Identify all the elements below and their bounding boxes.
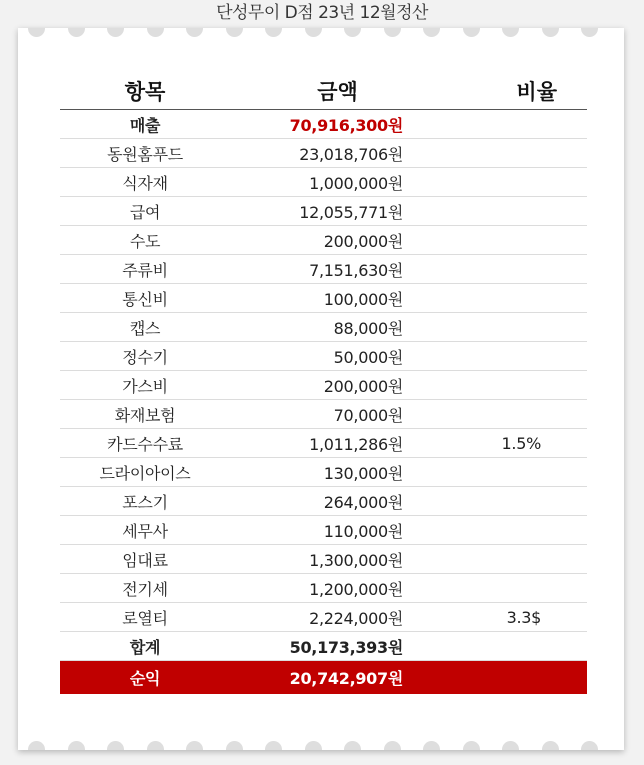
- perforation-hole: [186, 28, 203, 37]
- row-ratio: [405, 110, 587, 139]
- table-row: [60, 661, 587, 695]
- table-header-row: [60, 72, 587, 110]
- row-amount: 23,018,706원: [230, 139, 405, 168]
- row-item-name: 포스기: [60, 487, 230, 516]
- page-caption: 단성무이 D점 23년 12월정산: [216, 3, 428, 23]
- table-body: [60, 110, 587, 695]
- perforation-hole: [68, 28, 85, 37]
- row-item-name: 카드수수료: [60, 429, 230, 458]
- perforation-hole: [581, 741, 598, 750]
- perforation-hole: [265, 28, 282, 37]
- row-ratio: [405, 168, 587, 197]
- row-item-name: 로열티: [60, 603, 230, 632]
- receipt-paper: [18, 28, 624, 750]
- table-row: [60, 226, 587, 255]
- perforation-hole: [423, 28, 440, 37]
- table-row: [60, 545, 587, 574]
- row-ratio: 1.5%: [405, 429, 587, 458]
- perforation-hole: [305, 28, 322, 37]
- perforation-hole: [581, 28, 598, 37]
- table-row: [60, 632, 587, 661]
- perforation-hole: [305, 741, 322, 750]
- perforation-hole: [384, 28, 401, 37]
- row-amount: 200,000원: [230, 226, 405, 255]
- row-amount: 12,055,771원: [230, 197, 405, 226]
- row-item-name: 드라이아이스: [60, 458, 230, 487]
- row-amount: 20,742,907원: [230, 661, 405, 695]
- row-amount: 70,916,300원: [230, 110, 405, 139]
- row-ratio: [405, 632, 587, 661]
- perforation-hole: [265, 741, 282, 750]
- row-item-name: 수도: [60, 226, 230, 255]
- row-ratio: [405, 487, 587, 516]
- perforation-hole: [502, 741, 519, 750]
- perforation-hole: [502, 28, 519, 37]
- row-item-name: 화재보험: [60, 400, 230, 429]
- row-ratio: [405, 371, 587, 400]
- row-amount: 7,151,630원: [230, 255, 405, 284]
- row-amount: 130,000원: [230, 458, 405, 487]
- perforation-hole: [542, 28, 559, 37]
- row-ratio: [405, 458, 587, 487]
- perforation-hole: [423, 741, 440, 750]
- row-amount: 50,000원: [230, 342, 405, 371]
- row-ratio: [405, 255, 587, 284]
- row-item-name: 세무사: [60, 516, 230, 545]
- perforation-hole: [226, 741, 243, 750]
- table-row: [60, 284, 587, 313]
- row-ratio: [405, 545, 587, 574]
- row-amount: 2,224,000원: [230, 603, 405, 632]
- row-ratio: [405, 516, 587, 545]
- row-item-name: 캡스: [60, 313, 230, 342]
- row-item-name: 동원홈푸드: [60, 139, 230, 168]
- row-item-name: 급여: [60, 197, 230, 226]
- row-item-name: 임대료: [60, 545, 230, 574]
- row-amount: 1,011,286원: [230, 429, 405, 458]
- row-item-name: 정수기: [60, 342, 230, 371]
- perforation-hole: [463, 741, 480, 750]
- table-row: [60, 110, 587, 139]
- table-row: [60, 603, 587, 632]
- row-ratio: [405, 284, 587, 313]
- row-amount: 1,000,000원: [230, 168, 405, 197]
- row-ratio: [405, 574, 587, 603]
- perforation-hole: [147, 28, 164, 37]
- row-amount: 110,000원: [230, 516, 405, 545]
- table-row: [60, 458, 587, 487]
- table-row: [60, 516, 587, 545]
- row-ratio: [405, 400, 587, 429]
- row-amount: 1,300,000원: [230, 545, 405, 574]
- perforation-hole: [344, 741, 361, 750]
- table-row: [60, 313, 587, 342]
- table-row: [60, 197, 587, 226]
- table-row: [60, 371, 587, 400]
- perforation-hole: [463, 28, 480, 37]
- table-row: [60, 342, 587, 371]
- row-amount: 50,173,393원: [230, 632, 405, 661]
- row-ratio: 3.3$: [405, 603, 587, 632]
- table-row: [60, 400, 587, 429]
- row-item-name: 통신비: [60, 284, 230, 313]
- perforation-hole: [107, 28, 124, 37]
- table-row: [60, 168, 587, 197]
- row-amount: 200,000원: [230, 371, 405, 400]
- header-item: 항목: [60, 72, 230, 110]
- row-ratio: [405, 342, 587, 371]
- row-amount: 88,000원: [230, 313, 405, 342]
- row-amount: 100,000원: [230, 284, 405, 313]
- perforation-hole: [28, 741, 45, 750]
- table-row: [60, 139, 587, 168]
- table-row: [60, 255, 587, 284]
- table-row: [60, 429, 587, 458]
- perforation-hole: [542, 741, 559, 750]
- row-amount: 1,200,000원: [230, 574, 405, 603]
- perforation-hole: [384, 741, 401, 750]
- row-amount: 70,000원: [230, 400, 405, 429]
- perforation-hole: [344, 28, 361, 37]
- perforation-hole: [68, 741, 85, 750]
- header-amount: 금액: [230, 72, 405, 110]
- perforation-hole: [28, 28, 45, 37]
- settlement-table: [60, 72, 587, 694]
- row-ratio: [405, 197, 587, 226]
- row-item-name: 전기세: [60, 574, 230, 603]
- perforation-hole: [186, 741, 203, 750]
- row-ratio: [405, 313, 587, 342]
- row-item-name: 합계: [60, 632, 230, 661]
- row-item-name: 매출: [60, 110, 230, 139]
- table-row: [60, 574, 587, 603]
- row-item-name: 순익: [60, 661, 230, 695]
- perforation-hole: [226, 28, 243, 37]
- row-item-name: 식자재: [60, 168, 230, 197]
- row-ratio: [405, 139, 587, 168]
- row-item-name: 가스비: [60, 371, 230, 400]
- row-item-name: 주류비: [60, 255, 230, 284]
- row-amount: 264,000원: [230, 487, 405, 516]
- table-row: [60, 487, 587, 516]
- header-ratio: 비율: [405, 72, 587, 110]
- row-ratio: [405, 661, 587, 695]
- perforation-hole: [147, 741, 164, 750]
- perforation-hole: [107, 741, 124, 750]
- row-ratio: [405, 226, 587, 255]
